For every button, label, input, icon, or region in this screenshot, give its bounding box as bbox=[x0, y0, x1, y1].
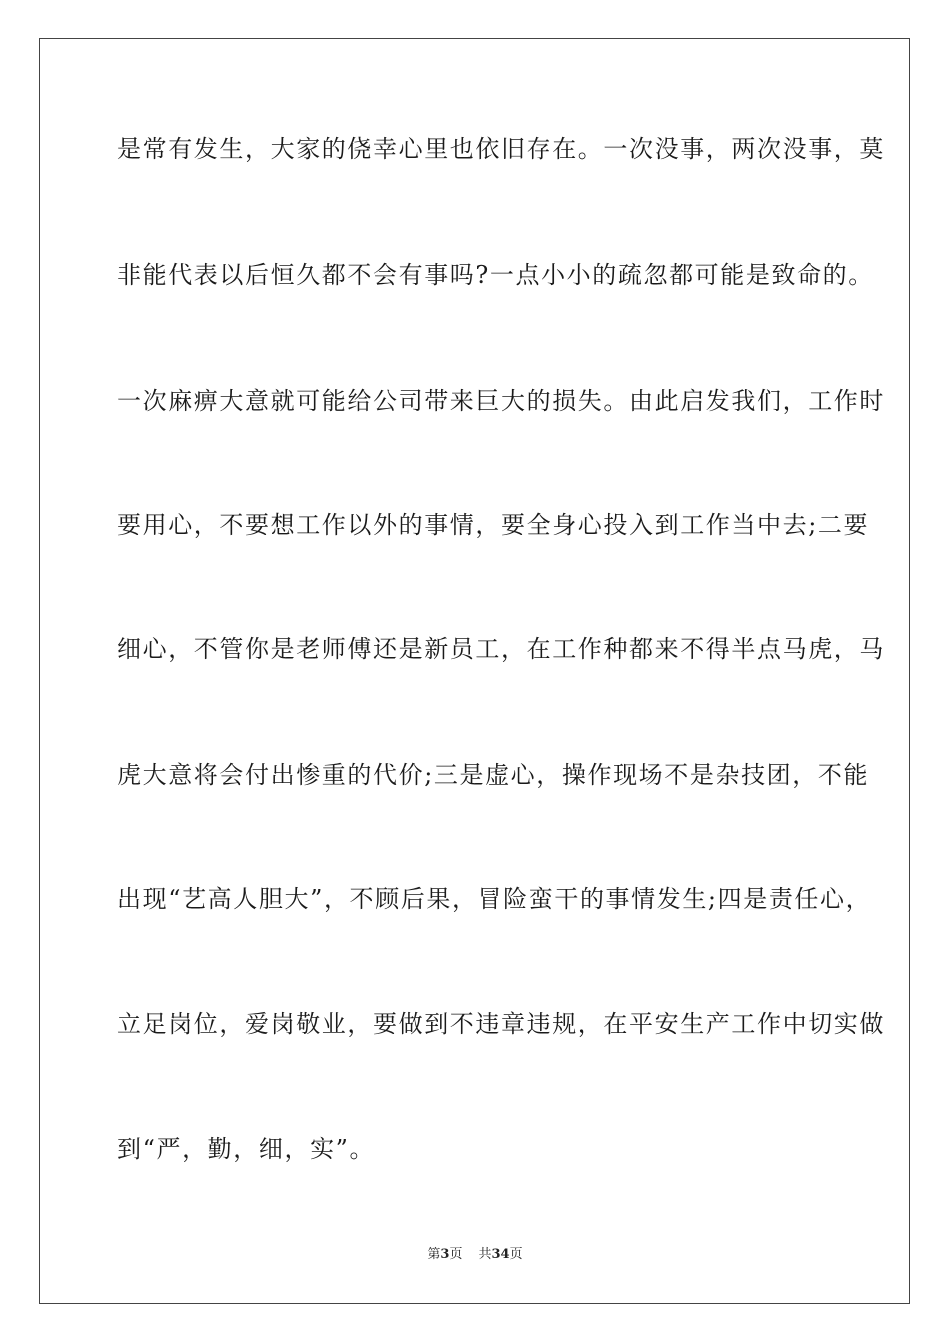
page-border bbox=[39, 38, 910, 1304]
text-line-9: 到“严，勤，细，实”。 bbox=[117, 1135, 376, 1163]
text-line-2: 非能代表以后恒久都不会有事吗?一点小小的疏忽都可能是致命的。 bbox=[117, 261, 874, 289]
text-line-8: 立足岗位，爱岗敬业，要做到不违章违规，在平安生产工作中切实做 bbox=[117, 1010, 885, 1038]
page-footer bbox=[0, 1246, 950, 1264]
total-pages-number: 34 bbox=[491, 1247, 510, 1262]
text-line-3: 一次麻痹大意就可能给公司带来巨大的损失。由此启发我们，工作时 bbox=[117, 387, 885, 415]
text-line-6: 虎大意将会付出惨重的代价;三是虚心，操作现场不是杂技团，不能 bbox=[117, 761, 870, 789]
page-suffix: 页 bbox=[449, 1247, 463, 1262]
text-line-5: 细心，不管你是老师傅还是新员工，在工作种都来不得半点马虎，马 bbox=[117, 635, 885, 663]
total-suffix: 页 bbox=[509, 1247, 523, 1262]
text-line-7: 出现“艺高人胆大”，不顾后果，冒险蛮干的事情发生;四是责任心， bbox=[117, 885, 872, 913]
text-line-1: 是常有发生，大家的侥幸心里也依旧存在。一次没事，两次没事，莫 bbox=[117, 135, 885, 163]
page-prefix: 第 bbox=[427, 1247, 441, 1262]
current-page-number: 3 bbox=[440, 1247, 450, 1262]
text-line-4: 要用心，不要想工作以外的事情，要全身心投入到工作当中去;二要 bbox=[117, 511, 870, 539]
total-prefix: 共 bbox=[478, 1247, 492, 1262]
